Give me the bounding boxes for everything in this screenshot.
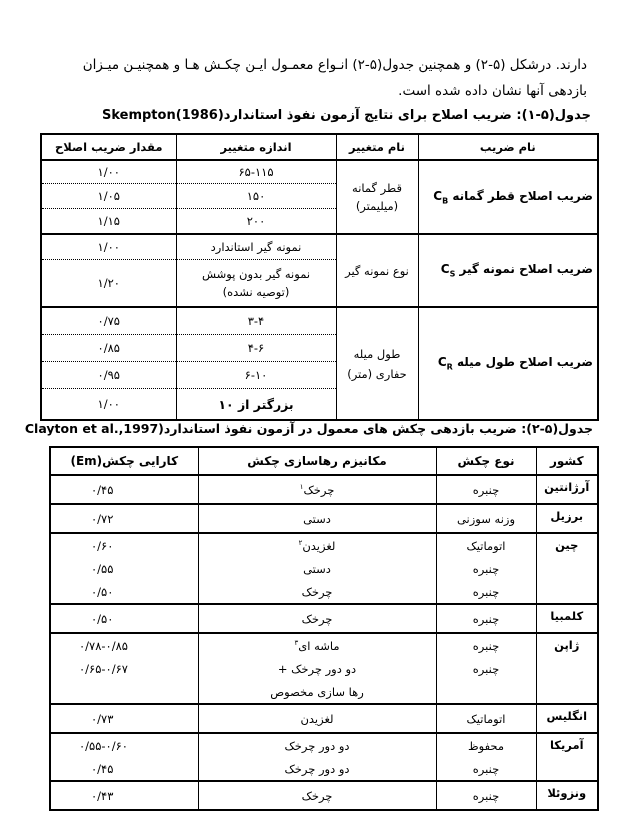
value-cell: ۱/۱۵ bbox=[41, 209, 176, 235]
mech-cell: ماشه ای$^۳$ bbox=[198, 633, 436, 657]
var-borehole: قطر گمانه (میلیمتر) bbox=[336, 160, 418, 234]
hammer-efficiency-table bbox=[49, 446, 599, 811]
country-cell: چین bbox=[536, 533, 598, 604]
header-release-mechanism: مکانیزم رهاسازی چکش bbox=[198, 447, 436, 475]
table-row bbox=[41, 160, 598, 184]
country-cell: انگلیس bbox=[536, 704, 598, 733]
table2-header-row bbox=[50, 447, 598, 475]
header-coef-value: مقدار ضریب اصلاح bbox=[41, 134, 176, 160]
table-row bbox=[50, 757, 598, 781]
eff-cell: ۰/۷۳ bbox=[50, 704, 198, 733]
mech-cell: دو دور چرخک + bbox=[198, 657, 436, 680]
size-cell: نمونه گیر استاندارد bbox=[176, 234, 336, 260]
table-row bbox=[50, 533, 598, 557]
table-row bbox=[50, 657, 598, 680]
value-cell: ۱/۰۰ bbox=[41, 234, 176, 260]
eff-cell: ۰/۴۵ bbox=[50, 475, 198, 504]
type-cell bbox=[436, 680, 536, 704]
type-cell: اتوماتیک bbox=[436, 533, 536, 557]
table-row bbox=[50, 475, 598, 504]
table-row bbox=[50, 604, 598, 633]
table-row bbox=[41, 307, 598, 335]
type-cell: چنبره bbox=[436, 657, 536, 680]
country-cell: آمریکا bbox=[536, 733, 598, 781]
mech-cell: چرخک$^۱$ bbox=[198, 475, 436, 504]
table-row bbox=[50, 781, 598, 810]
paragraph-line-1: دارند. درشکل (۵-۲) و همچنین جدول(۵-۲) انـواع معمـول ایـن چکـش هـا و همچنیـن میـزان bbox=[82, 57, 587, 73]
mech-cell: دستی bbox=[198, 557, 436, 580]
eff-cell: ۰/۴۵ bbox=[50, 757, 198, 781]
mech-cell: لغزیدن$^۲$ bbox=[198, 533, 436, 557]
type-cell: محفوظ bbox=[436, 733, 536, 757]
value-cell: ۰/۹۵ bbox=[41, 362, 176, 389]
type-cell: چنبره bbox=[436, 557, 536, 580]
mech-cell: لغزیدن bbox=[198, 704, 436, 733]
country-cell: ونزوئلا bbox=[536, 781, 598, 810]
header-country: کشور bbox=[536, 447, 598, 475]
var-sampler: نوع نمونه گیر bbox=[336, 234, 418, 307]
type-cell: چنبره bbox=[436, 580, 536, 604]
type-cell: چنبره bbox=[436, 604, 536, 633]
type-cell: وزنه سوزنی bbox=[436, 504, 536, 533]
eff-cell: ۰/۷۲ bbox=[50, 504, 198, 533]
type-cell: چنبره bbox=[436, 781, 536, 810]
value-cell: ۰/۷۵ bbox=[41, 307, 176, 335]
mech-cell: چرخک bbox=[198, 604, 436, 633]
coef-sampler: ضریب اصلاح نمونه گیر $C_S$ bbox=[418, 234, 598, 307]
mech-cell: دستی bbox=[198, 504, 436, 533]
header-coef-name: نام ضریب bbox=[418, 134, 598, 160]
size-cell: ۶-۱۰ bbox=[176, 362, 336, 389]
size-cell: بزرگتر از ۱۰ bbox=[176, 389, 336, 421]
value-cell: ۱/۰۰ bbox=[41, 160, 176, 184]
size-cell: ۶۵-۱۱۵ bbox=[176, 160, 336, 184]
table-row bbox=[50, 733, 598, 757]
value-cell: ۱/۰۰ bbox=[41, 389, 176, 421]
mech-cell: چرخک bbox=[198, 781, 436, 810]
size-cell: ۳-۴ bbox=[176, 307, 336, 335]
eff-cell: ۰/۴۳ bbox=[50, 781, 198, 810]
eff-cell: ۰/۵۰ bbox=[50, 580, 198, 604]
eff-cell: ۰/۶۰ bbox=[50, 533, 198, 557]
table-row bbox=[50, 704, 598, 733]
type-cell: چنبره bbox=[436, 757, 536, 781]
mech-cell: دو دور چرخک bbox=[198, 733, 436, 757]
table-row bbox=[50, 633, 598, 657]
country-cell: ژاپن bbox=[536, 633, 598, 704]
eff-cell bbox=[50, 680, 198, 704]
table-row bbox=[50, 680, 598, 704]
header-var-name: نام متغییر bbox=[336, 134, 418, 160]
eff-cell: ۰/۵۵ bbox=[50, 557, 198, 580]
paragraph-line-2: بازدهی آنها نشان داده شده است. bbox=[398, 83, 587, 99]
table1-caption: جدول(۵-۱): ضریب اصلاح برای نتایج آزمون نفوذ استاندارد(Skempton(1986 bbox=[101, 108, 591, 123]
type-cell: چنبره bbox=[436, 633, 536, 657]
country-cell: برزیل bbox=[536, 504, 598, 533]
size-cell: نمونه گیر بدون پوشش (توصیه نشده) bbox=[176, 260, 336, 308]
value-cell: ۱/۰۵ bbox=[41, 184, 176, 209]
country-cell: آرژانتین bbox=[536, 475, 598, 504]
table-row bbox=[50, 580, 598, 604]
header-efficiency: کارایی چکش(Em) bbox=[50, 447, 198, 475]
coef-borehole: ضریب اصلاح قطر گمانه $C_B$ bbox=[418, 160, 598, 234]
table2-caption: جدول(۵-۲): ضریب بازدهی چکش های معمول در آزمون نفوذ استاندارد(Clayton et al.,1997 bbox=[24, 421, 593, 436]
size-cell: ۱۵۰ bbox=[176, 184, 336, 209]
intro-paragraph bbox=[27, 52, 587, 104]
coef-rod: ضریب اصلاح طول میله $C_R$ bbox=[418, 307, 598, 420]
var-rod: طول میله حفاری (متر) bbox=[336, 307, 418, 420]
type-cell: اتوماتیک bbox=[436, 704, 536, 733]
eff-cell: ۰/۶۵-۰/۶۷ bbox=[50, 657, 198, 680]
size-cell: ۲۰۰ bbox=[176, 209, 336, 235]
correction-factors-table bbox=[40, 133, 599, 421]
eff-cell: ۰/۵۵-۰/۶۰ bbox=[50, 733, 198, 757]
value-cell: ۱/۲۰ bbox=[41, 260, 176, 308]
table-row bbox=[41, 234, 598, 260]
value-cell: ۰/۸۵ bbox=[41, 335, 176, 362]
mech-cell: چرخک bbox=[198, 580, 436, 604]
size-cell: ۴-۶ bbox=[176, 335, 336, 362]
country-cell: کلمبیا bbox=[536, 604, 598, 633]
table-row bbox=[50, 557, 598, 580]
eff-cell: ۰/۷۸-۰/۸۵ bbox=[50, 633, 198, 657]
mech-cell: دو دور چرخک bbox=[198, 757, 436, 781]
type-cell: چنبره bbox=[436, 475, 536, 504]
eff-cell: ۰/۵۰ bbox=[50, 604, 198, 633]
mech-cell: رها سازی مخصوص bbox=[198, 680, 436, 704]
header-var-size: اندازه متغییر bbox=[176, 134, 336, 160]
table1-header-row bbox=[41, 134, 598, 160]
table-row bbox=[50, 504, 598, 533]
header-hammer-type: نوع چکش bbox=[436, 447, 536, 475]
